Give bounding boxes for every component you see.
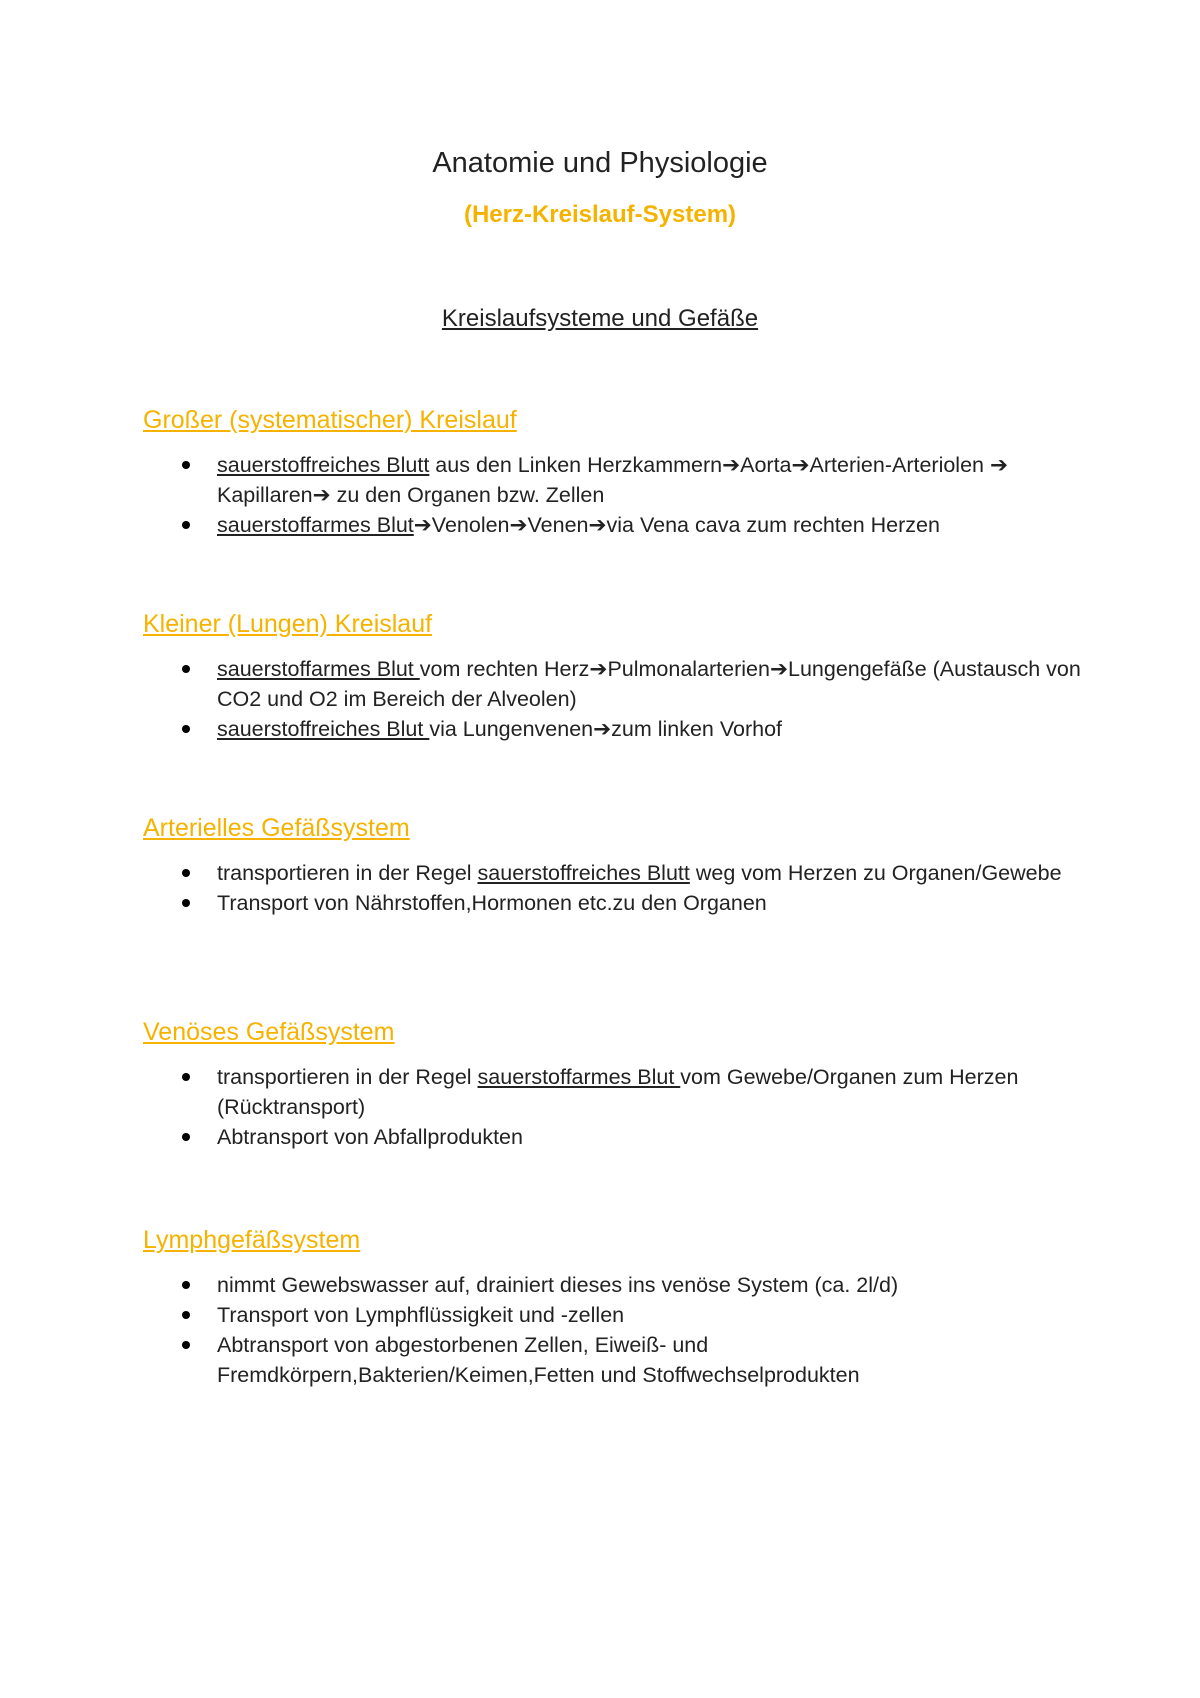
bullet-icon [182,1073,190,1081]
bullet-list [143,1062,1083,1152]
text: vom rechten Herz [419,657,590,681]
underlined-text: sauerstoffarmes Blut [217,513,414,537]
main-heading: Kreislaufsysteme und Gefäße [441,305,759,332]
list-item [143,1330,1083,1390]
section-grosser-kreislauf [143,404,1083,540]
text: Venolen [431,513,510,537]
text: zu den Organen bzw. Zellen [330,483,605,507]
arrow-icon: ➔ [769,657,788,681]
section-title: Kleiner (Lungen) Kreislauf [143,610,433,638]
section-kleiner-kreislauf [143,608,1083,744]
text: Lungengefäße (Austausch von CO2 und O2 im Bereich der Alveolen) [217,657,1081,711]
bullet-list [143,1270,1083,1390]
arrow-icon: ➔ [509,513,528,537]
arrow-icon: ➔ [588,513,607,537]
list-item [143,1300,1083,1330]
underlined-text: sauerstoffreiches Blutt [477,861,690,885]
bullet-icon [182,521,190,529]
bullet-icon [182,1281,190,1289]
bullet-list [143,654,1083,744]
arrow-icon: ➔ [589,657,608,681]
section-lymphgefaesssystem [143,1224,1083,1390]
list-item [143,654,1083,714]
bullet-icon [182,899,190,907]
section-title: Arterielles Gefäßsystem [143,814,410,842]
list-item [143,714,1083,744]
section-title: Großer (systematischer) Kreislauf [143,406,517,434]
arrow-icon: ➔ [413,513,432,537]
text: nimmt Gewebswasser auf, drainiert dieses ins venöse System (ca. 2l/d) [217,1273,899,1297]
text: via Lungenvenen [429,717,594,741]
bullet-icon [182,1133,190,1141]
list-item [143,1122,1083,1152]
text: transportieren in der Regel [217,1065,478,1089]
underlined-text: sauerstoffreiches Blutt [217,453,430,477]
section-title: Lymphgefäßsystem [143,1226,361,1254]
section-title: Venöses Gefäßsystem [143,1018,395,1046]
text: Arterien-Arteriolen [809,453,990,477]
bullet-icon [182,665,190,673]
text: aus den Linken Herzkammern [429,453,723,477]
document-subtitle: (Herz-Kreislauf-System) [463,201,737,228]
bullet-list [143,858,1083,918]
text: Aorta [740,453,792,477]
section-venoeses-gefaesssystem [143,1016,1083,1152]
section-arterielles-gefaesssystem [143,812,1083,918]
underlined-text: sauerstoffarmes Blut [217,657,420,681]
list-item [143,1062,1083,1122]
text: Transport von Nährstoffen,Hormonen etc.zu den Organen [217,891,767,915]
document-title: Anatomie und Physiologie [432,147,768,179]
text: transportieren in der Regel [217,861,478,885]
bullet-icon [182,1311,190,1319]
text: Pulmonalarterien [607,657,770,681]
text: weg vom Herzen zu Organen/Gewebe [689,861,1062,885]
text: zum linken Vorhof [611,717,783,741]
bullet-icon [182,869,190,877]
arrow-icon: ➔ [722,453,741,477]
bullet-icon [182,1341,190,1349]
arrow-icon: ➔ [791,453,810,477]
text: vom Gewebe/Organen zum Herzen (Rücktransport) [217,1065,1019,1119]
text: Venen [527,513,589,537]
arrow-icon: ➔ [593,717,612,741]
text: Kapillaren [217,483,313,507]
list-item [143,888,1083,918]
list-item [143,510,1083,540]
text: Abtransport von abgestorbenen Zellen, Eiweiß- und Fremdkörpern,Bakterien/Keimen,Fetten und Stoffwechselprodukten [217,1333,860,1387]
arrow-icon: ➔ [312,483,331,507]
list-item [143,450,1083,510]
underlined-text: sauerstoffreiches Blut [217,717,430,741]
bullet-icon [182,725,190,733]
arrow-icon: ➔ [989,453,1008,477]
text: via Vena cava zum rechten Herzen [606,513,940,537]
text: Abtransport von Abfallprodukten [217,1125,523,1149]
list-item [143,858,1083,888]
bullet-list [143,450,1083,540]
bullet-icon [182,461,190,469]
list-item [143,1270,1083,1300]
underlined-text: sauerstoffarmes Blut [477,1065,681,1089]
text: Transport von Lymphflüssigkeit und -zellen [217,1303,625,1327]
